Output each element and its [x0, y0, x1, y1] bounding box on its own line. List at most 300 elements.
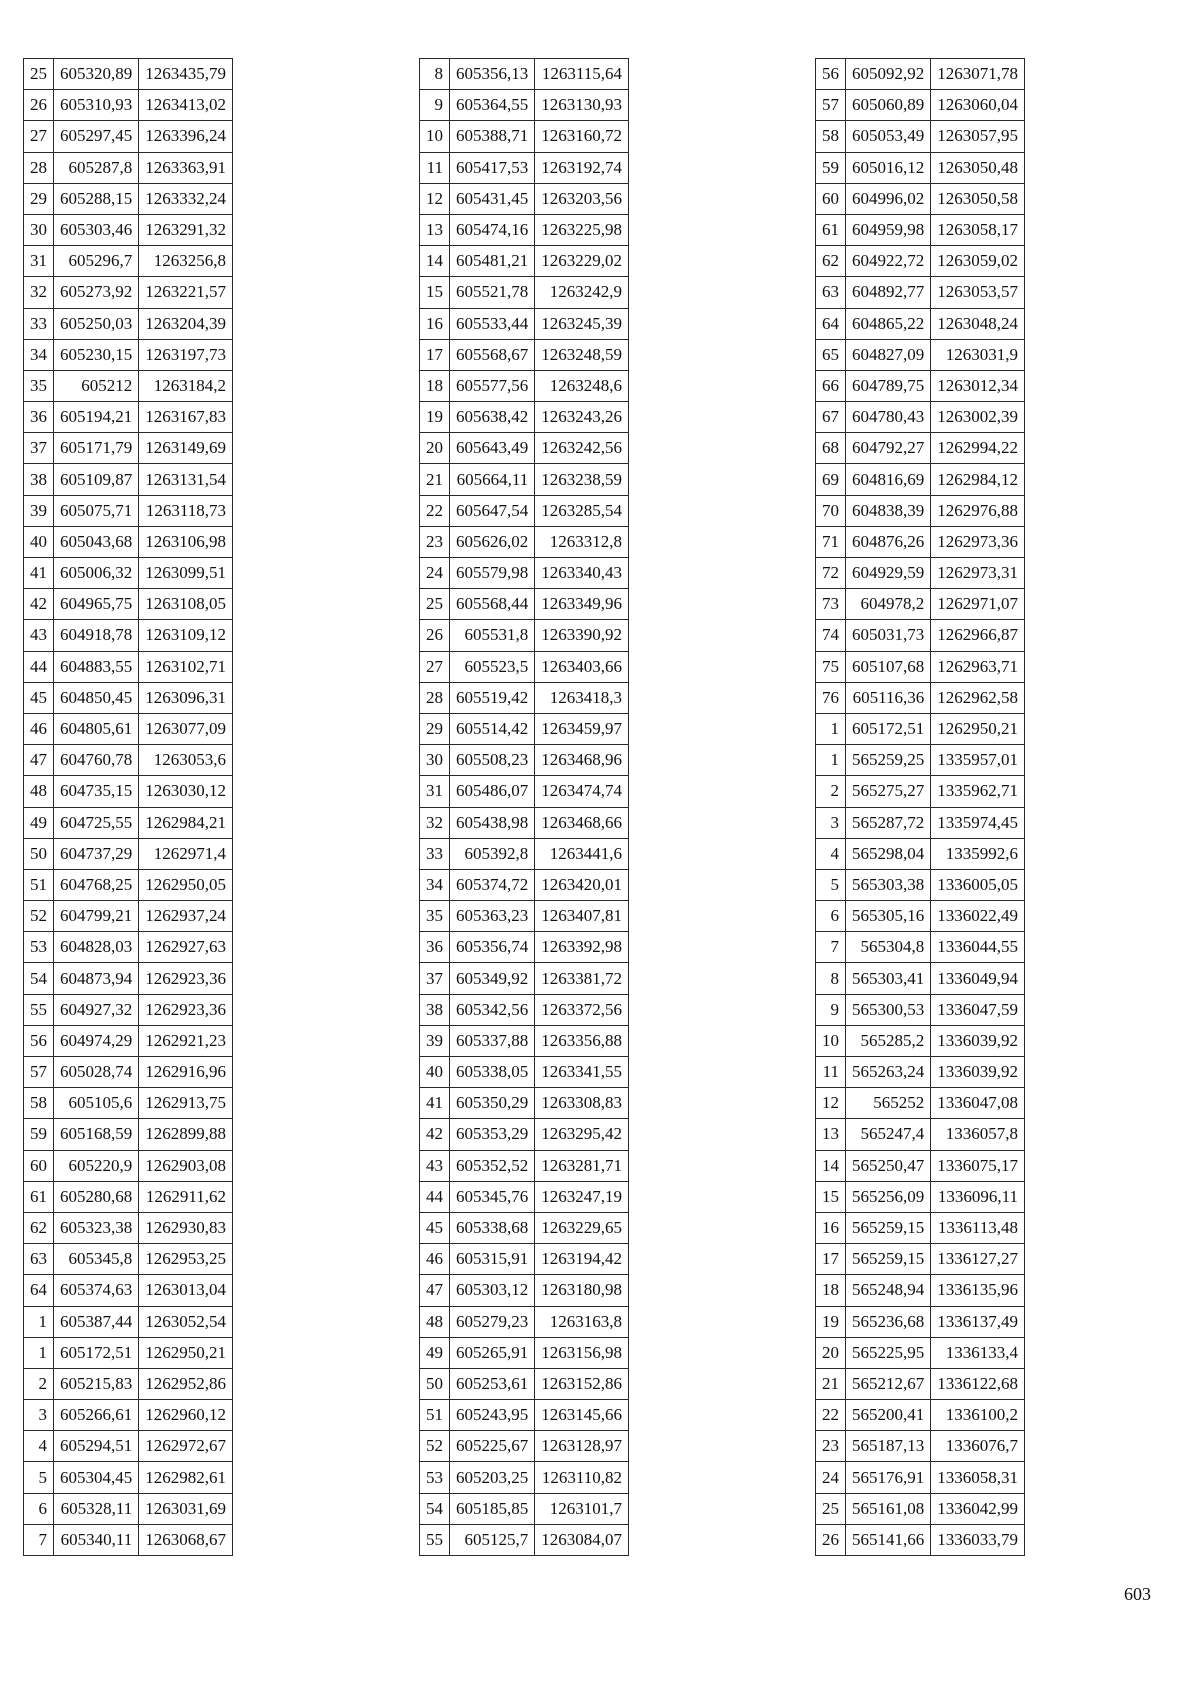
y-coordinate-cell: 1262984,21 — [139, 807, 233, 838]
y-coordinate-cell: 1336044,55 — [931, 932, 1025, 963]
table-row — [24, 558, 233, 589]
x-coordinate-cell: 605230,15 — [54, 339, 139, 370]
table-row — [420, 838, 629, 869]
table-row — [420, 682, 629, 713]
point-number-cell: 58 — [816, 121, 846, 152]
table-row — [24, 1400, 233, 1431]
x-coordinate-cell: 565259,15 — [846, 1212, 931, 1243]
table-row — [420, 526, 629, 557]
point-number-cell: 62 — [816, 246, 846, 277]
y-coordinate-cell: 1263197,73 — [139, 339, 233, 370]
x-coordinate-cell: 605647,54 — [450, 495, 535, 526]
x-coordinate-cell: 605519,42 — [450, 682, 535, 713]
table-row — [24, 495, 233, 526]
table-row — [24, 932, 233, 963]
point-number-cell: 36 — [24, 402, 54, 433]
point-number-cell: 27 — [24, 121, 54, 152]
y-coordinate-cell: 1262903,08 — [139, 1150, 233, 1181]
point-number-cell: 39 — [24, 495, 54, 526]
table-row — [816, 651, 1025, 682]
y-coordinate-cell: 1263248,6 — [535, 370, 629, 401]
table-row — [816, 214, 1025, 245]
table-row — [420, 433, 629, 464]
x-coordinate-cell: 565298,04 — [846, 838, 931, 869]
point-number-cell: 37 — [24, 433, 54, 464]
point-number-cell: 41 — [420, 1088, 450, 1119]
x-coordinate-cell: 605109,87 — [54, 464, 139, 495]
point-number-cell: 71 — [816, 526, 846, 557]
x-coordinate-cell: 605107,68 — [846, 651, 931, 682]
table-row — [24, 152, 233, 183]
point-number-cell: 22 — [816, 1400, 846, 1431]
y-coordinate-cell: 1263109,12 — [139, 620, 233, 651]
y-coordinate-cell: 1336076,7 — [931, 1431, 1025, 1462]
table-row — [24, 776, 233, 807]
y-coordinate-cell: 1263128,97 — [535, 1431, 629, 1462]
point-number-cell: 1 — [816, 713, 846, 744]
point-number-cell: 5 — [816, 869, 846, 900]
x-coordinate-cell: 565303,41 — [846, 963, 931, 994]
x-coordinate-cell: 565236,68 — [846, 1306, 931, 1337]
x-coordinate-cell: 605215,83 — [54, 1368, 139, 1399]
point-number-cell: 67 — [816, 402, 846, 433]
point-number-cell: 46 — [24, 713, 54, 744]
point-number-cell: 51 — [24, 869, 54, 900]
x-coordinate-cell: 604978,2 — [846, 589, 931, 620]
x-coordinate-cell: 605320,89 — [54, 59, 139, 90]
y-coordinate-cell: 1336137,49 — [931, 1306, 1025, 1337]
point-number-cell: 66 — [816, 370, 846, 401]
table-row — [24, 464, 233, 495]
x-coordinate-cell: 604865,22 — [846, 308, 931, 339]
point-number-cell: 54 — [24, 963, 54, 994]
point-number-cell: 50 — [420, 1368, 450, 1399]
y-coordinate-cell: 1263349,96 — [535, 589, 629, 620]
x-coordinate-cell: 604974,29 — [54, 1025, 139, 1056]
table-row — [24, 807, 233, 838]
point-number-cell: 55 — [420, 1524, 450, 1555]
x-coordinate-cell: 565252 — [846, 1088, 931, 1119]
point-number-cell: 22 — [420, 495, 450, 526]
y-coordinate-cell: 1263050,58 — [931, 183, 1025, 214]
x-coordinate-cell: 604768,25 — [54, 869, 139, 900]
x-coordinate-cell: 605345,8 — [54, 1244, 139, 1275]
y-coordinate-cell: 1263184,2 — [139, 370, 233, 401]
x-coordinate-cell: 605053,49 — [846, 121, 931, 152]
point-number-cell: 29 — [420, 713, 450, 744]
point-number-cell: 14 — [816, 1150, 846, 1181]
table-row — [816, 121, 1025, 152]
point-number-cell: 6 — [816, 901, 846, 932]
y-coordinate-cell: 1335974,45 — [931, 807, 1025, 838]
x-coordinate-cell: 565256,09 — [846, 1181, 931, 1212]
point-number-cell: 17 — [420, 339, 450, 370]
table-row — [24, 1212, 233, 1243]
table-row — [24, 745, 233, 776]
x-coordinate-cell: 605273,92 — [54, 277, 139, 308]
point-number-cell: 55 — [24, 994, 54, 1025]
table-row — [816, 370, 1025, 401]
y-coordinate-cell: 1262973,36 — [931, 526, 1025, 557]
x-coordinate-cell: 605338,05 — [450, 1057, 535, 1088]
x-coordinate-cell: 565305,16 — [846, 901, 931, 932]
y-coordinate-cell: 1263332,24 — [139, 183, 233, 214]
y-coordinate-cell: 1263403,66 — [535, 651, 629, 682]
point-number-cell: 4 — [816, 838, 846, 869]
point-number-cell: 69 — [816, 464, 846, 495]
y-coordinate-cell: 1263096,31 — [139, 682, 233, 713]
y-coordinate-cell: 1263145,66 — [535, 1400, 629, 1431]
x-coordinate-cell: 565300,53 — [846, 994, 931, 1025]
y-coordinate-cell: 1263356,88 — [535, 1025, 629, 1056]
x-coordinate-cell: 605531,8 — [450, 620, 535, 651]
x-coordinate-cell: 605323,38 — [54, 1212, 139, 1243]
x-coordinate-cell: 604780,43 — [846, 402, 931, 433]
table-row — [24, 1493, 233, 1524]
x-coordinate-cell: 605374,63 — [54, 1275, 139, 1306]
y-coordinate-cell: 1263068,67 — [139, 1524, 233, 1555]
x-coordinate-cell: 605626,02 — [450, 526, 535, 557]
x-coordinate-cell: 605225,67 — [450, 1431, 535, 1462]
point-number-cell: 53 — [24, 932, 54, 963]
table-row — [420, 339, 629, 370]
point-number-cell: 13 — [816, 1119, 846, 1150]
point-number-cell: 60 — [816, 183, 846, 214]
point-number-cell: 32 — [420, 807, 450, 838]
x-coordinate-cell: 605253,61 — [450, 1368, 535, 1399]
point-number-cell: 16 — [420, 308, 450, 339]
table-row — [816, 1181, 1025, 1212]
x-coordinate-cell: 605075,71 — [54, 495, 139, 526]
table-row — [24, 838, 233, 869]
table-row — [816, 433, 1025, 464]
table-row — [24, 59, 233, 90]
x-coordinate-cell: 604735,15 — [54, 776, 139, 807]
x-coordinate-cell: 605172,51 — [846, 713, 931, 744]
x-coordinate-cell: 565187,13 — [846, 1431, 931, 1462]
x-coordinate-cell: 605638,42 — [450, 402, 535, 433]
x-coordinate-cell: 605303,12 — [450, 1275, 535, 1306]
point-number-cell: 63 — [816, 277, 846, 308]
y-coordinate-cell: 1263102,71 — [139, 651, 233, 682]
y-coordinate-cell: 1263203,56 — [535, 183, 629, 214]
x-coordinate-cell: 605579,98 — [450, 558, 535, 589]
x-coordinate-cell: 605006,32 — [54, 558, 139, 589]
y-coordinate-cell: 1263441,6 — [535, 838, 629, 869]
point-number-cell: 58 — [24, 1088, 54, 1119]
table-row — [24, 1181, 233, 1212]
y-coordinate-cell: 1263192,74 — [535, 152, 629, 183]
table-row — [816, 776, 1025, 807]
x-coordinate-cell: 605508,23 — [450, 745, 535, 776]
y-coordinate-cell: 1263013,04 — [139, 1275, 233, 1306]
x-coordinate-cell: 604918,78 — [54, 620, 139, 651]
y-coordinate-cell: 1263295,42 — [535, 1119, 629, 1150]
y-coordinate-cell: 1263308,83 — [535, 1088, 629, 1119]
point-number-cell: 49 — [420, 1337, 450, 1368]
point-number-cell: 36 — [420, 932, 450, 963]
x-coordinate-cell: 604792,27 — [846, 433, 931, 464]
y-coordinate-cell: 1262937,24 — [139, 901, 233, 932]
x-coordinate-cell: 605310,93 — [54, 90, 139, 121]
y-coordinate-cell: 1263163,8 — [535, 1306, 629, 1337]
y-coordinate-cell: 1263243,26 — [535, 402, 629, 433]
y-coordinate-cell: 1263167,83 — [139, 402, 233, 433]
point-number-cell: 2 — [24, 1368, 54, 1399]
x-coordinate-cell: 604760,78 — [54, 745, 139, 776]
x-coordinate-cell: 565259,15 — [846, 1244, 931, 1275]
table-row — [420, 1337, 629, 1368]
table-row — [420, 402, 629, 433]
y-coordinate-cell: 1263106,98 — [139, 526, 233, 557]
table-row — [420, 558, 629, 589]
point-number-cell: 38 — [24, 464, 54, 495]
y-coordinate-cell: 1263204,39 — [139, 308, 233, 339]
table-row — [24, 1275, 233, 1306]
x-coordinate-cell: 565247,4 — [846, 1119, 931, 1150]
point-number-cell: 33 — [24, 308, 54, 339]
table-row — [24, 589, 233, 620]
point-number-cell: 26 — [420, 620, 450, 651]
table-row — [816, 1493, 1025, 1524]
point-number-cell: 33 — [420, 838, 450, 869]
y-coordinate-cell: 1263341,55 — [535, 1057, 629, 1088]
table-row — [420, 745, 629, 776]
point-number-cell: 7 — [816, 932, 846, 963]
y-coordinate-cell: 1263084,07 — [535, 1524, 629, 1555]
table-row — [816, 713, 1025, 744]
y-coordinate-cell: 1263435,79 — [139, 59, 233, 90]
y-coordinate-cell: 1263115,64 — [535, 59, 629, 90]
y-coordinate-cell: 1263468,96 — [535, 745, 629, 776]
y-coordinate-cell: 1262950,21 — [931, 713, 1025, 744]
x-coordinate-cell: 565141,66 — [846, 1524, 931, 1555]
y-coordinate-cell: 1263372,56 — [535, 994, 629, 1025]
x-coordinate-cell: 605043,68 — [54, 526, 139, 557]
x-coordinate-cell: 605185,85 — [450, 1493, 535, 1524]
y-coordinate-cell: 1263245,39 — [535, 308, 629, 339]
y-coordinate-cell: 1263381,72 — [535, 963, 629, 994]
x-coordinate-cell: 604929,59 — [846, 558, 931, 589]
x-coordinate-cell: 605664,11 — [450, 464, 535, 495]
table-row — [24, 651, 233, 682]
y-coordinate-cell: 1262971,07 — [931, 589, 1025, 620]
y-coordinate-cell: 1263248,59 — [535, 339, 629, 370]
table-row — [420, 183, 629, 214]
point-number-cell: 20 — [420, 433, 450, 464]
y-coordinate-cell: 1263420,01 — [535, 869, 629, 900]
y-coordinate-cell: 1263071,78 — [931, 59, 1025, 90]
point-number-cell: 51 — [420, 1400, 450, 1431]
table-row — [24, 1462, 233, 1493]
x-coordinate-cell: 605349,92 — [450, 963, 535, 994]
point-number-cell: 24 — [816, 1462, 846, 1493]
table-row — [816, 152, 1025, 183]
point-number-cell: 26 — [816, 1524, 846, 1555]
table-row — [816, 1462, 1025, 1493]
x-coordinate-cell: 605387,44 — [54, 1306, 139, 1337]
point-number-cell: 32 — [24, 277, 54, 308]
y-coordinate-cell: 1336058,31 — [931, 1462, 1025, 1493]
x-coordinate-cell: 605392,8 — [450, 838, 535, 869]
point-number-cell: 30 — [420, 745, 450, 776]
x-coordinate-cell: 605304,45 — [54, 1462, 139, 1493]
point-number-cell: 8 — [420, 59, 450, 90]
page-number: 603 — [1124, 1584, 1151, 1604]
table-row — [24, 620, 233, 651]
table-row — [420, 1493, 629, 1524]
table-row — [420, 152, 629, 183]
x-coordinate-cell: 605265,91 — [450, 1337, 535, 1368]
table-row — [24, 1025, 233, 1056]
x-coordinate-cell: 605287,8 — [54, 152, 139, 183]
point-number-cell: 63 — [24, 1244, 54, 1275]
x-coordinate-cell: 605092,92 — [846, 59, 931, 90]
x-coordinate-cell: 605417,53 — [450, 152, 535, 183]
table-row — [816, 1088, 1025, 1119]
x-coordinate-cell: 604827,09 — [846, 339, 931, 370]
table-row — [816, 308, 1025, 339]
table-row — [816, 1431, 1025, 1462]
table-row — [816, 932, 1025, 963]
y-coordinate-cell: 1263002,39 — [931, 402, 1025, 433]
point-number-cell: 34 — [24, 339, 54, 370]
table-row — [24, 963, 233, 994]
x-coordinate-cell: 605340,11 — [54, 1524, 139, 1555]
y-coordinate-cell: 1262911,62 — [139, 1181, 233, 1212]
y-coordinate-cell: 1263242,56 — [535, 433, 629, 464]
x-coordinate-cell: 605125,7 — [450, 1524, 535, 1555]
table-row — [24, 682, 233, 713]
point-number-cell: 31 — [24, 246, 54, 277]
table-row — [816, 901, 1025, 932]
y-coordinate-cell: 1263474,74 — [535, 776, 629, 807]
table-row — [816, 963, 1025, 994]
x-coordinate-cell: 605523,5 — [450, 651, 535, 682]
table-row — [420, 1212, 629, 1243]
y-coordinate-cell: 1262972,67 — [139, 1431, 233, 1462]
y-coordinate-cell: 1336022,49 — [931, 901, 1025, 932]
point-number-cell: 27 — [420, 651, 450, 682]
y-coordinate-cell: 1263131,54 — [139, 464, 233, 495]
point-number-cell: 11 — [816, 1057, 846, 1088]
x-coordinate-cell: 605105,6 — [54, 1088, 139, 1119]
x-coordinate-cell: 565248,94 — [846, 1275, 931, 1306]
y-coordinate-cell: 1263413,02 — [139, 90, 233, 121]
y-coordinate-cell: 1262962,58 — [931, 682, 1025, 713]
x-coordinate-cell: 565225,95 — [846, 1337, 931, 1368]
x-coordinate-cell: 605514,42 — [450, 713, 535, 744]
x-coordinate-cell: 604828,03 — [54, 932, 139, 963]
point-number-cell: 19 — [420, 402, 450, 433]
y-coordinate-cell: 1263247,19 — [535, 1181, 629, 1212]
point-number-cell: 21 — [420, 464, 450, 495]
point-number-cell: 24 — [420, 558, 450, 589]
x-coordinate-cell: 605171,79 — [54, 433, 139, 464]
x-coordinate-cell: 605279,23 — [450, 1306, 535, 1337]
x-coordinate-cell: 605296,7 — [54, 246, 139, 277]
y-coordinate-cell: 1263242,9 — [535, 277, 629, 308]
point-number-cell: 25 — [816, 1493, 846, 1524]
point-number-cell: 68 — [816, 433, 846, 464]
table-row — [420, 776, 629, 807]
point-number-cell: 57 — [816, 90, 846, 121]
table-row — [816, 59, 1025, 90]
table-row — [24, 402, 233, 433]
y-coordinate-cell: 1263390,92 — [535, 620, 629, 651]
x-coordinate-cell: 605643,49 — [450, 433, 535, 464]
y-coordinate-cell: 1262971,4 — [139, 838, 233, 869]
y-coordinate-cell: 1336100,2 — [931, 1400, 1025, 1431]
x-coordinate-cell: 605303,46 — [54, 214, 139, 245]
x-coordinate-cell: 605328,11 — [54, 1493, 139, 1524]
table-row — [420, 214, 629, 245]
table-row — [420, 1431, 629, 1462]
y-coordinate-cell: 1262921,23 — [139, 1025, 233, 1056]
y-coordinate-cell: 1263031,9 — [931, 339, 1025, 370]
y-coordinate-cell: 1263229,02 — [535, 246, 629, 277]
table-row — [24, 90, 233, 121]
x-coordinate-cell: 605431,45 — [450, 183, 535, 214]
y-coordinate-cell: 1336113,48 — [931, 1212, 1025, 1243]
x-coordinate-cell: 565303,38 — [846, 869, 931, 900]
table-row — [816, 1119, 1025, 1150]
table-row — [24, 121, 233, 152]
table-row — [420, 495, 629, 526]
table-row — [420, 901, 629, 932]
x-coordinate-cell: 565275,27 — [846, 776, 931, 807]
table-row — [816, 90, 1025, 121]
point-number-cell: 50 — [24, 838, 54, 869]
x-coordinate-cell: 605294,51 — [54, 1431, 139, 1462]
table-row — [420, 620, 629, 651]
point-number-cell: 6 — [24, 1493, 54, 1524]
x-coordinate-cell: 604873,94 — [54, 963, 139, 994]
table-row — [816, 1400, 1025, 1431]
table-row — [816, 1337, 1025, 1368]
y-coordinate-cell: 1262916,96 — [139, 1057, 233, 1088]
table-row — [816, 745, 1025, 776]
y-coordinate-cell: 1263238,59 — [535, 464, 629, 495]
table-row — [420, 277, 629, 308]
x-coordinate-cell: 604927,32 — [54, 994, 139, 1025]
x-coordinate-cell: 605266,61 — [54, 1400, 139, 1431]
x-coordinate-cell: 605016,12 — [846, 152, 931, 183]
table-row — [816, 620, 1025, 651]
point-number-cell: 18 — [420, 370, 450, 401]
y-coordinate-cell: 1263053,6 — [139, 745, 233, 776]
x-coordinate-cell: 605031,73 — [846, 620, 931, 651]
y-coordinate-cell: 1263256,8 — [139, 246, 233, 277]
y-coordinate-cell: 1336122,68 — [931, 1368, 1025, 1399]
x-coordinate-cell: 565285,2 — [846, 1025, 931, 1056]
y-coordinate-cell: 1263058,17 — [931, 214, 1025, 245]
y-coordinate-cell: 1262976,88 — [931, 495, 1025, 526]
table-row — [816, 495, 1025, 526]
point-number-cell: 25 — [24, 59, 54, 90]
y-coordinate-cell: 1336047,08 — [931, 1088, 1025, 1119]
point-number-cell: 52 — [420, 1431, 450, 1462]
x-coordinate-cell: 605521,78 — [450, 277, 535, 308]
point-number-cell: 54 — [420, 1493, 450, 1524]
table-row — [24, 1057, 233, 1088]
y-coordinate-cell: 1263012,34 — [931, 370, 1025, 401]
y-coordinate-cell: 1262960,12 — [139, 1400, 233, 1431]
x-coordinate-cell: 604996,02 — [846, 183, 931, 214]
point-number-cell: 2 — [816, 776, 846, 807]
table-row — [420, 869, 629, 900]
point-number-cell: 70 — [816, 495, 846, 526]
